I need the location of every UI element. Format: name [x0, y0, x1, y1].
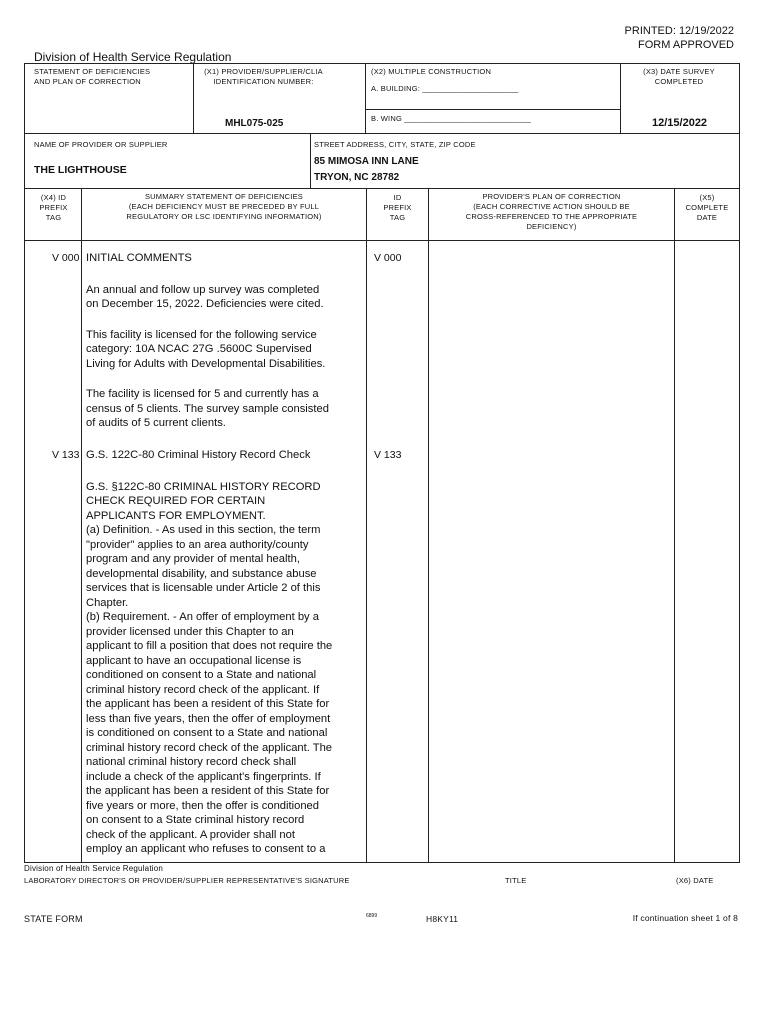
agency-name: Division of Health Service Regulation: [34, 50, 232, 64]
statement-label: STATEMENT OF DEFICIENCIES AND PLAN OF CORRECTION: [34, 67, 151, 87]
v000-section: [86, 251, 358, 447]
col-id-header: ID PREFIX TAG: [383, 193, 412, 223]
x2-label: (X2) MULTIPLE CONSTRUCTION: [371, 67, 492, 76]
x3-value: 12/15/2022: [652, 117, 708, 129]
address-line2: TRYON, NC 28782: [314, 172, 400, 183]
provider-name-label: NAME OF PROVIDER OR SUPPLIER: [34, 140, 168, 149]
v000-paragraph-3: The facility is licensed for 5 and currently has a census of 5 clients. The survey sample consisted of audits of 5 current clients.: [86, 388, 329, 429]
v133-section: [86, 448, 366, 857]
continuation-sheet: If continuation sheet 1 of 8: [632, 913, 738, 923]
building-label: A. BUILDING: ______________________: [371, 84, 519, 93]
footer-agency: Division of Health Service Regulation: [24, 864, 164, 873]
x3-label: (X3) DATE SURVEY COMPLETED: [643, 67, 715, 87]
col-x4-header: (X4) ID PREFIX TAG: [39, 193, 68, 223]
v133-id-tag: V 133: [374, 449, 402, 461]
v133-tag: V 133: [52, 449, 80, 461]
v000-tag: V 000: [52, 252, 80, 264]
event-id: H8KY11: [426, 914, 459, 924]
v000-title: INITIAL COMMENTS: [86, 252, 192, 264]
address-line1: 85 MIMOSA INN LANE: [314, 156, 419, 167]
address-label: STREET ADDRESS, CITY, STATE, ZIP CODE: [314, 140, 476, 149]
v133-body: G.S. §122C-80 CRIMINAL HISTORY RECORD CHECK REQUIRED FOR CERTAIN APPLICANTS FOR EMPLOYMENT. (a) Definition. - As used in this section, the term "provider" applies to an area authority/county program and any provider of mental health, developmental disability, and substance abuse services that is licensable under Article 2 of this Chapter. (b) Requirement. - An offer of employment by a provider licensed under this Chapter to an applicant to fill a position that does not require the applicant to have an occupational license is conditioned on consent to a State and national criminal history record check of the applicant. If the applicant has been a resident of this State for less than five years, then the offer of employment is conditioned on consent to a State and national criminal history record check of the applicant. The national criminal history record check shall include a check of the applicant's fingerprints. If the applicant has been a resident of this State for five years or more, then the offer is conditioned on consent to a State criminal history record check of the applicant. A provider shall not employ an applicant who refuses to consent to a: [86, 480, 333, 855]
col-plan-header: PROVIDER'S PLAN OF CORRECTION (EACH CORRECTIVE ACTION SHOULD BE CROSS-REFERENCED TO THE APPROPRIATE DEFICIENCY): [465, 192, 638, 232]
v000-id-tag: V 000: [374, 252, 402, 264]
x1-value: MHL075-025: [225, 118, 284, 129]
provider-name: THE LIGHTHOUSE: [34, 164, 127, 176]
signature-label: LABORATORY DIRECTOR'S OR PROVIDER/SUPPLIER REPRESENTATIVE'S SIGNATURE: [24, 876, 350, 885]
state-form-label: STATE FORM: [24, 914, 83, 924]
col-x5-header: (X5) COMPLETE DATE: [685, 193, 729, 223]
form-code: 6899: [366, 913, 378, 919]
x6-date-label: (X6) DATE: [676, 876, 714, 885]
form-approved: FORM APPROVED: [638, 39, 734, 51]
wing-label: B. WING _____________________________: [371, 114, 532, 123]
printed-date: PRINTED: 12/19/2022: [624, 25, 734, 37]
v000-paragraph-1: An annual and follow up survey was completed on December 15, 2022. Deficiencies were cited.: [86, 283, 324, 310]
v000-paragraph-2: This facility is licensed for the following service category: 10A NCAC 27G .5600C Supervised Living for Adults with Developmental Disabilities.: [86, 328, 326, 370]
v133-title: G.S. 122C-80 Criminal History Record Check: [86, 449, 311, 461]
x1-label: (X1) PROVIDER/SUPPLIER/CLIA IDENTIFICATION NUMBER:: [204, 67, 323, 87]
col-summary-header: SUMMARY STATEMENT OF DEFICIENCIES (EACH DEFICIENCY MUST BE PRECEDED BY FULL REGULATORY OR LSC IDENTIFYING INFORMATION): [126, 192, 322, 222]
title-label: TITLE: [505, 876, 527, 885]
